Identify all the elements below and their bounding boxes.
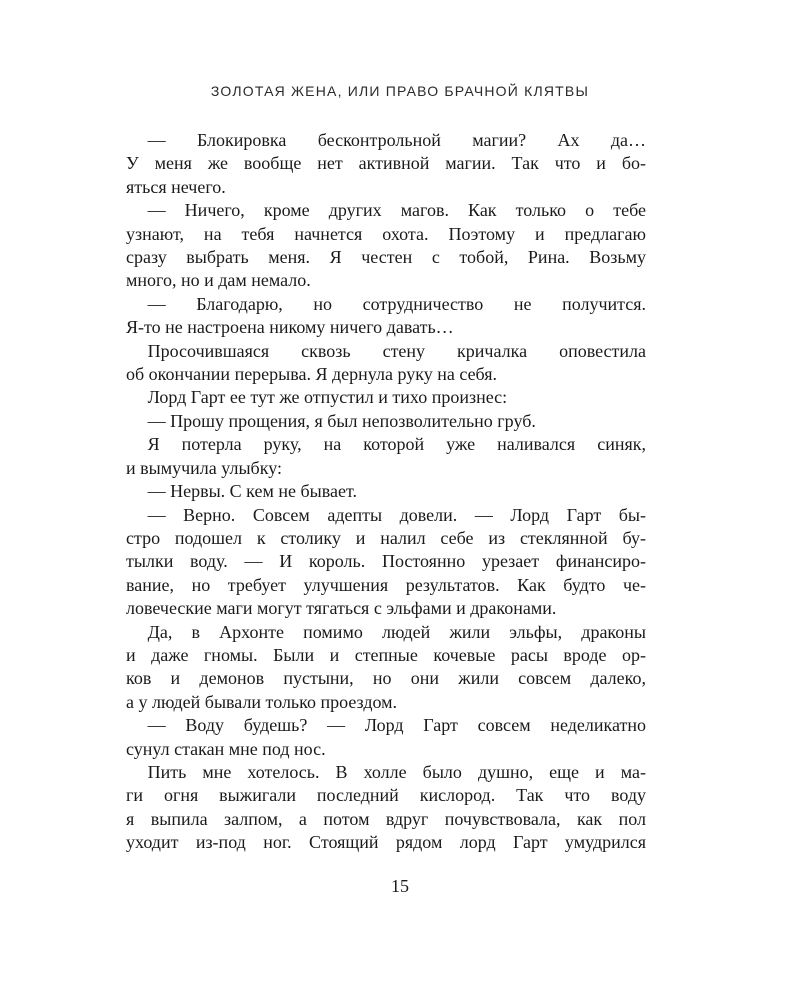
text-line: Я потерла руку, на которой уже наливался синяк,	[147, 434, 646, 455]
text-line: и вымучила улыбку:	[126, 457, 282, 478]
text-line: — Воду будешь? — Лорд Гарт совсем неделикатно	[147, 715, 646, 736]
text-line: а у людей бывали только проездом.	[126, 691, 398, 712]
body-text	[126, 129, 646, 855]
text-line: вание, но требует улучшения результатов. Как будто че-	[126, 574, 646, 595]
text-line: — Нервы. С кем не бывает.	[147, 481, 357, 502]
text-line: ков и демонов пустыни, но они жили совсем далеко,	[126, 668, 646, 689]
text-line: яться нечего.	[126, 176, 226, 197]
text-line: много, но и дам немало.	[126, 270, 311, 291]
running-header: ЗОЛОТАЯ ЖЕНА, ИЛИ ПРАВО БРАЧНОЙ КЛЯТВЫ	[210, 83, 590, 99]
text-line: — Прошу прощения, я был непозволительно груб.	[147, 410, 536, 431]
text-line: У меня же вообще нет активной магии. Так что и бо-	[126, 153, 646, 174]
text-line: сунул стакан мне под нос.	[126, 738, 326, 759]
text-line: Пить мне хотелось. В холле было душно, еще и ма-	[147, 761, 646, 782]
text-line: узнают, на тебя начнется охота. Поэтому и предлагаю	[126, 223, 646, 244]
page-number: 15	[391, 876, 409, 896]
text-line: Лорд Гарт ее тут же отпустил и тихо произнес:	[147, 387, 508, 408]
text-line: Да, в Архонте помимо людей жили эльфы, драконы	[147, 621, 646, 642]
text-line: тылки воду. — И король. Постоянно урезает финансиро-	[126, 551, 646, 572]
text-line: Я-то не настроена никому ничего давать…	[126, 317, 454, 338]
text-line: ловеческие маги могут тягаться с эльфами и драконами.	[126, 598, 557, 619]
text-line: об окончании перерыва. Я дернула руку на себя.	[126, 364, 498, 385]
text-line: и даже гномы. Были и степные кочевые расы вроде ор-	[126, 644, 646, 665]
text-line: уходит из-под ног. Стоящий рядом лорд Гарт умудрился	[126, 832, 646, 853]
text-line: я выпила залпом, а потом вдруг почувствовала, как пол	[126, 808, 646, 829]
text-line: — Блокировка бесконтрольной магии? Ах да…	[147, 130, 646, 150]
text-line: ги огня выжигали последний кислород. Так что воду	[126, 785, 646, 806]
text-line: сразу выбрать меня. Я честен с тобой, Рина. Возьму	[126, 247, 646, 268]
text-line: стро подошел к столику и налил себе из стеклянной бу-	[126, 527, 646, 548]
text-line: Просочившаяся сквозь стену кричалка оповестила	[147, 340, 646, 361]
text-line: — Ничего, кроме других магов. Как только о тебе	[147, 200, 646, 221]
text-line: — Верно. Совсем адепты довели. — Лорд Гарт бы-	[147, 504, 646, 525]
text-line: — Благодарю, но сотрудничество не получится.	[147, 293, 646, 314]
